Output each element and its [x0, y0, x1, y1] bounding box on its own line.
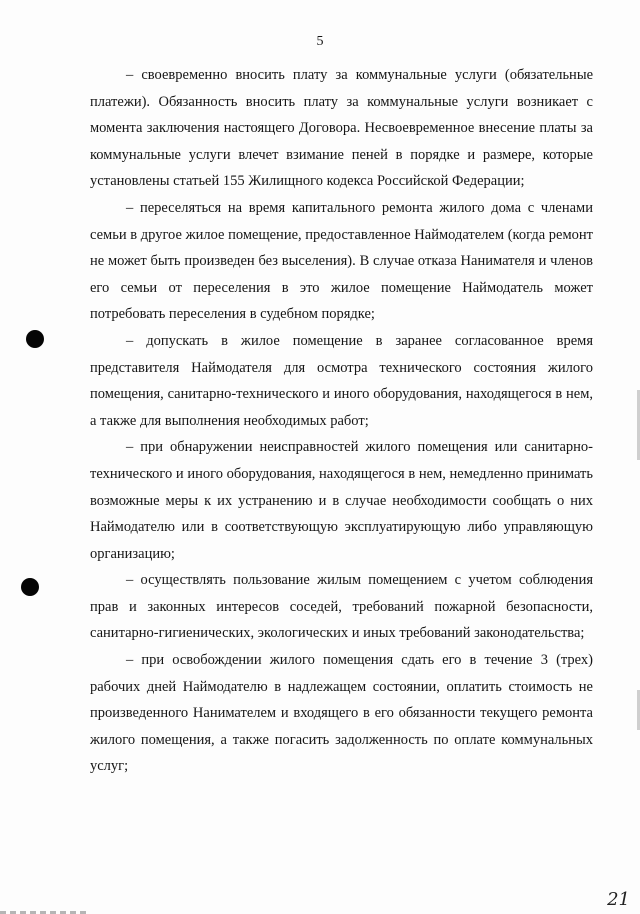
- clause-paragraph: – своевременно вносить плату за коммунальные услуги (обязательные платежи). Обязанность вносить плату за коммунальные услуги возникает с момента заключения настоящего Договора. Несвоевременное внесение платы за коммунальные услуги влечет взимание пеней в порядке и размере, которые установлены статьей 155 Жилищного кодекса Российской Федерации;: [90, 67, 593, 190]
- handwritten-sheet-number: 21: [607, 889, 630, 910]
- document-body: [90, 62, 593, 780]
- clause-paragraph: – при обнаружении неисправностей жилого помещения или санитарно-технического и иного оборудования, находящегося в нем, немедленно принимать возможные меры к их устранению и в случае необходимости сообщать о них Наймодателю или в соответствующую эксплуатирующую либо управляющую организацию;: [90, 439, 593, 562]
- clause-paragraph: – осуществлять пользование жилым помещением с учетом соблюдения прав и законных интересов соседей, требований пожарной безопасности, санитарно-гигиенических, экологических и иных требований законодательства;: [90, 572, 593, 642]
- clause-paragraph: – переселяться на время капитального ремонта жилого дома с членами семьи в другое жилое помещение, предоставленное Наймодателем (когда ремонт не может быть произведен без выселения). В случае отказа Нанимателя и членов его семьи от переселения в это жилое помещение Наймодатель может потребовать переселения в судебном порядке;: [90, 199, 593, 323]
- punch-hole: [21, 578, 39, 596]
- punch-hole: [26, 330, 44, 348]
- page-number: 5: [316, 34, 324, 49]
- clause-paragraph: – допускать в жилое помещение в заранее согласованное время представителя Наймодателя для осмотра технического состояния жилого помещения, санитарно-технического и иного оборудования, находящегося в нем, а также для выполнения необходимых работ;: [90, 332, 593, 429]
- clause-paragraph: – при освобождении жилого помещения сдать его в течение 3 (трех) рабочих дней Наймодателю в надлежащем состоянии, оплатить стоимость не произведенного Нанимателем и входящего в его обязанности текущего ремонта жилого помещения, а также погасить задолженность по оплате коммунальных услуг;: [90, 652, 593, 775]
